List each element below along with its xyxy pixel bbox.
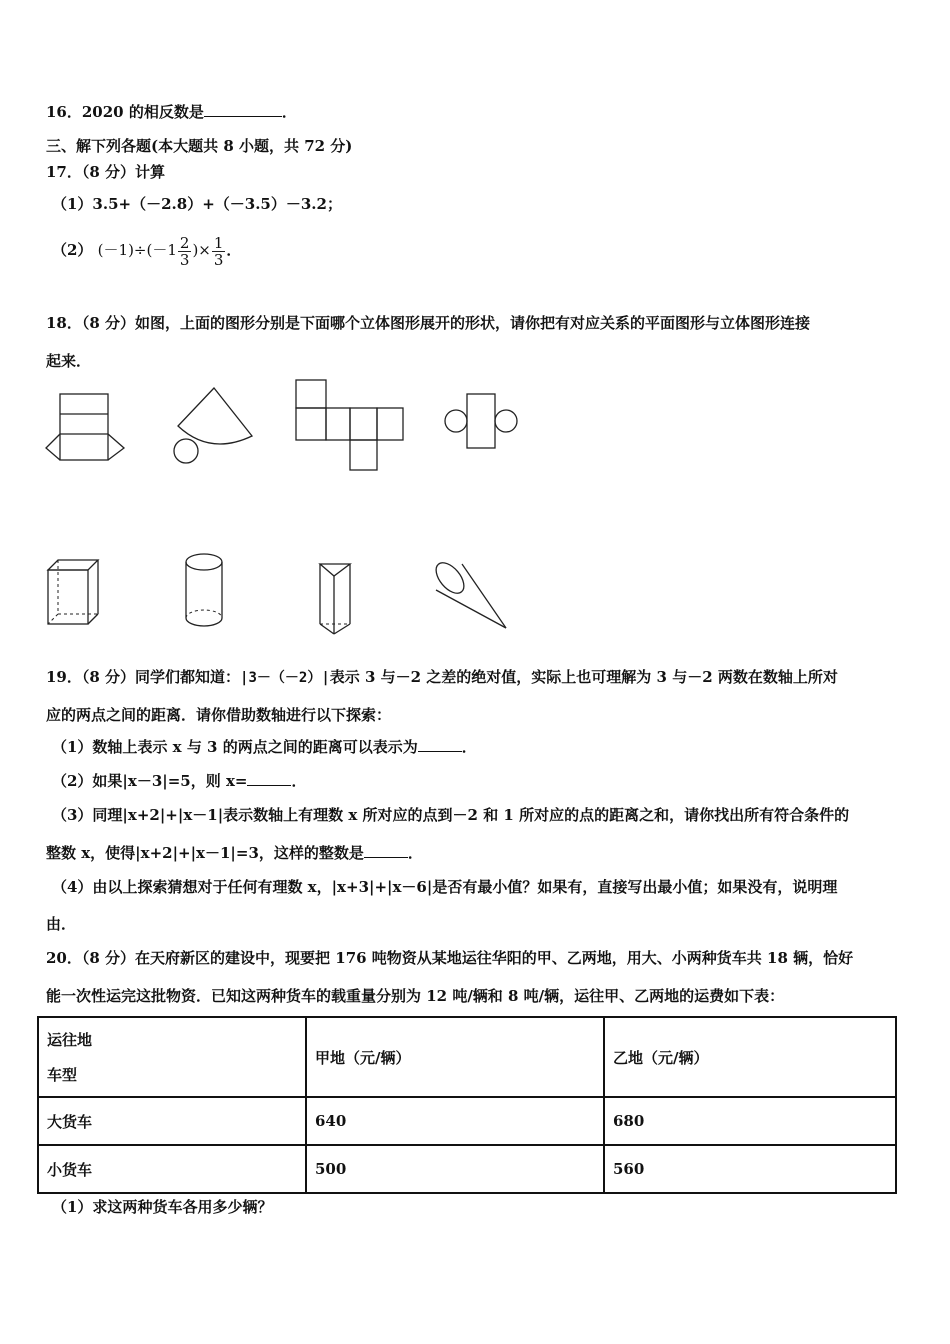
q17-fraction-2: $\frac{1}{3}$ [213, 233, 224, 269]
q19-line1-rest: 表示 3 与－2 之差的绝对值，实际上也可理解为 3 与－2 两数在数轴上所对 [329, 668, 838, 686]
solid-triangular-prism-figure [316, 560, 356, 638]
table-row [38, 1145, 896, 1193]
q19-line2: 应的两点之间的距离．请你借助数轴进行以下探索： [46, 706, 392, 724]
q17-part2-label: （2） [52, 241, 93, 259]
solid-cuboid-figure [44, 556, 104, 628]
q17-title: 17．（8 分）计算 [46, 163, 166, 181]
table-corner-cell [38, 1017, 306, 1097]
net-cylinder-figure [442, 392, 520, 452]
q17-part2 [52, 230, 241, 270]
q19-part2-text: （2）如果|x－3|=5，则 x= [52, 772, 248, 790]
row-type-small-truck: 小货车 [38, 1145, 306, 1193]
q19-part1-text: （1）数轴上表示 x 与 3 的两点之间的距离可以表示为 [52, 738, 418, 756]
q20-sub1: （1）求这两种货车各用多少辆？ [52, 1198, 273, 1216]
q19-part3-blank[interactable] [364, 843, 408, 858]
q18-line1: 18．（8 分）如图，上面的图形分别是下面哪个立体图形展开的形状，请你把有对应关系的平面图形与立体图形连接 [46, 314, 811, 332]
q17-part1: （1）3.5+（－2.8）+（－3.5）－3.2； [52, 195, 342, 213]
q17-part2-expr-a: (－1)÷(－1 [97, 241, 177, 259]
freight-cost-table [37, 1016, 897, 1194]
q18-line2: 起来． [46, 352, 92, 370]
q16 [46, 102, 297, 122]
table-row [38, 1097, 896, 1145]
q19-part3-end: ． [407, 844, 423, 862]
cell-small-truck-jia: 500 [306, 1145, 604, 1193]
q20-line2: 能一次性运完这批物资．已知这两种货车的载重量分别为 12 吨/辆和 8 吨/辆，运往甲、乙两地的运费如下表： [46, 987, 785, 1005]
q19-part3-text: 整数 x，使得|x+2|+|x－1|=3，这样的整数是 [46, 844, 364, 862]
net-cone-figure [168, 384, 260, 466]
q16-end: ． [281, 103, 297, 121]
q17-fraction-1: $\frac{2}{3}$ [179, 233, 190, 269]
cell-small-truck-yi: 560 [604, 1145, 896, 1193]
column-header-jia: 甲地（元/辆） [306, 1017, 604, 1097]
q17-part2-end: ． [226, 241, 242, 259]
q19-line1 [46, 667, 838, 688]
net-triangular-prism-figure [44, 392, 128, 464]
section3-title: 三、解下列各题(本大题共 8 小题，共 72 分) [46, 137, 353, 155]
q19-part3-line1: （3）同理|x+2|+|x－1|表示数轴上有理数 x 所对应的点到－2 和 1 所对应的点的距离之和，请你找出所有符合条件的 [52, 806, 850, 824]
column-header-yi: 乙地（元/辆） [604, 1017, 896, 1097]
solid-cylinder-figure [180, 552, 230, 634]
q19-part4-line1: （4）由以上探索猜想对于任何有理数 x，|x+3|+|x－6|是否有最小值？如果有，直接写出最小值；如果没有，说明理 [52, 878, 838, 896]
cell-large-truck-jia: 640 [306, 1097, 604, 1145]
q19-line1-abs: |3－（－2）| [240, 670, 330, 686]
q19-line1-intro: 19．（8 分）同学们都知道： [46, 668, 241, 686]
q19-part2-end: ． [291, 772, 307, 790]
net-cube-figure [294, 378, 406, 472]
q16-text: 16．2020 的相反数是 [46, 103, 204, 121]
q19-part4-line2: 由． [46, 915, 77, 933]
q19-part1-end: ． [461, 738, 477, 756]
q19-part2 [52, 771, 307, 791]
row-type-large-truck: 大货车 [38, 1097, 306, 1145]
q16-answer-blank[interactable] [204, 102, 282, 117]
q17-part2-expr-b: )× [192, 241, 211, 259]
corner-vehicle-label: 车型 [47, 1066, 78, 1084]
q20-line1: 20．（8 分）在天府新区的建设中，现要把 176 吨物资从某地运往华阳的甲、乙两地，用大、小两种货车共 18 辆，恰好 [46, 949, 854, 967]
table-header-row [38, 1017, 896, 1097]
q19-part3-line2 [46, 843, 423, 863]
solid-cone-figure [428, 556, 512, 634]
corner-destination-label: 运往地 [47, 1031, 93, 1049]
q19-part1-blank[interactable] [418, 737, 462, 752]
q19-part2-blank[interactable] [247, 771, 291, 786]
cell-large-truck-yi: 680 [604, 1097, 896, 1145]
q19-part1 [52, 737, 477, 757]
